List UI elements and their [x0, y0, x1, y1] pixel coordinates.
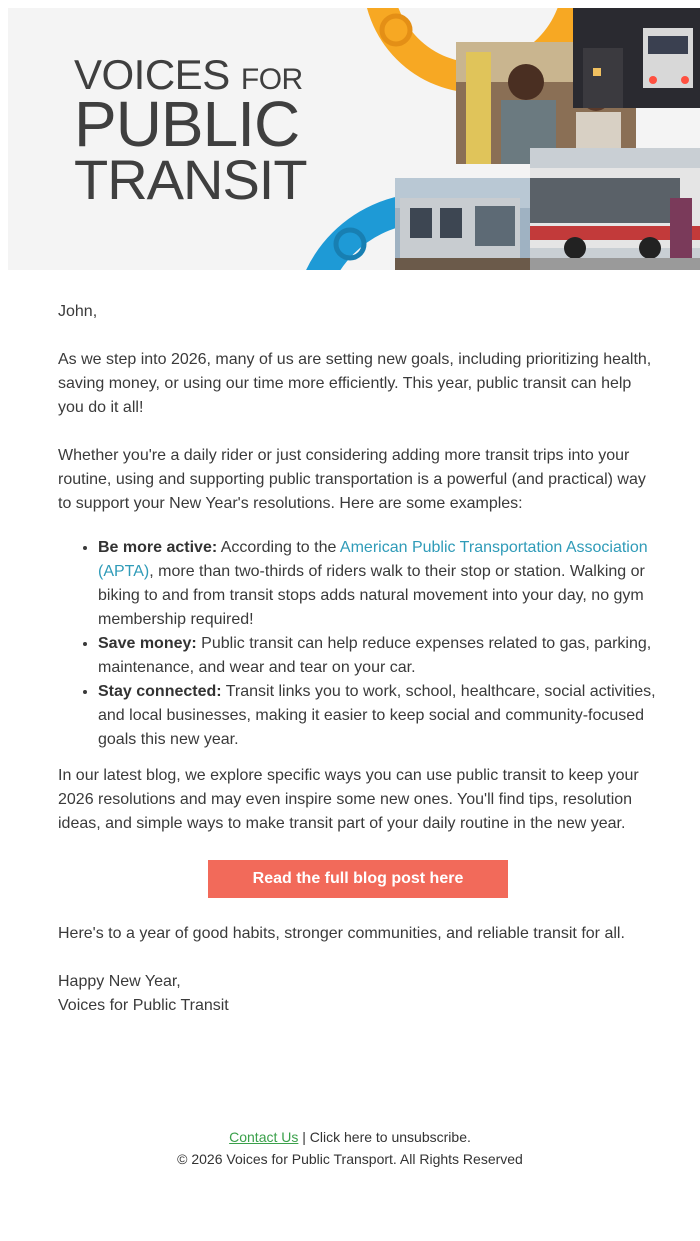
photo-train — [395, 178, 530, 270]
resolutions-list — [58, 536, 658, 752]
email-body — [58, 300, 658, 1018]
photo-bus-street — [530, 148, 700, 270]
list-item: • Save money: Public transit can help reduce expenses related to gas, parking, maintenance, and wear and tear on your car. — [98, 632, 658, 680]
footer — [0, 1126, 700, 1170]
header-banner — [8, 8, 700, 270]
photo-bus-night — [573, 8, 700, 108]
unsubscribe-link[interactable]: | Click here to unsubscribe. — [298, 1129, 471, 1145]
closing-paragraph: Here's to a year of good habits, stronger communities, and reliable transit for all. — [58, 925, 625, 942]
brand-logo: VOICES FOR PUBLIC TRANSIT — [74, 51, 307, 211]
copyright: © 2026 Voices for Public Transport. All Rights Reserved — [177, 1151, 523, 1167]
signoff: Happy New Year, Voices for Public Transit — [58, 973, 229, 1014]
intro-paragraph: As we step into 2026, many of us are setting new goals, including prioritizing health, saving money, or using our time more efficiently. This year, public transit can help you do it all! — [58, 351, 652, 416]
apta-link[interactable]: American Public Transportation Association (APTA) — [98, 539, 648, 580]
examples-paragraph: Whether you're a daily rider or just considering adding more transit trips into your routine, using and supporting public transportation is a powerful (and practical) way to support your New Year's resolutions. Here are some examples: — [58, 447, 646, 512]
blog-paragraph: In our latest blog, we explore specific ways you can use public transit to keep your 2026 resolutions and may even inspire some new ones. You'll find tips, resolution ideas, and simple ways to make transit part of your daily routine in the new year. — [58, 767, 639, 832]
read-blog-button[interactable]: Read the full blog post here — [208, 860, 508, 898]
contact-us-link[interactable]: Contact Us — [229, 1129, 299, 1145]
list-item: • Be more active: According to the American Public Transportation Association (APTA), more than two-thirds of riders walk to their stop or station. Walking or biking to and from transit stops adds natural movement into your day, no gym membership required! — [98, 536, 658, 632]
list-item: • Stay connected: Transit links you to work, school, healthcare, social activities, and local businesses, making it easier to keep social and community-focused goals this new year. — [98, 680, 658, 752]
greeting: John, — [58, 303, 98, 320]
